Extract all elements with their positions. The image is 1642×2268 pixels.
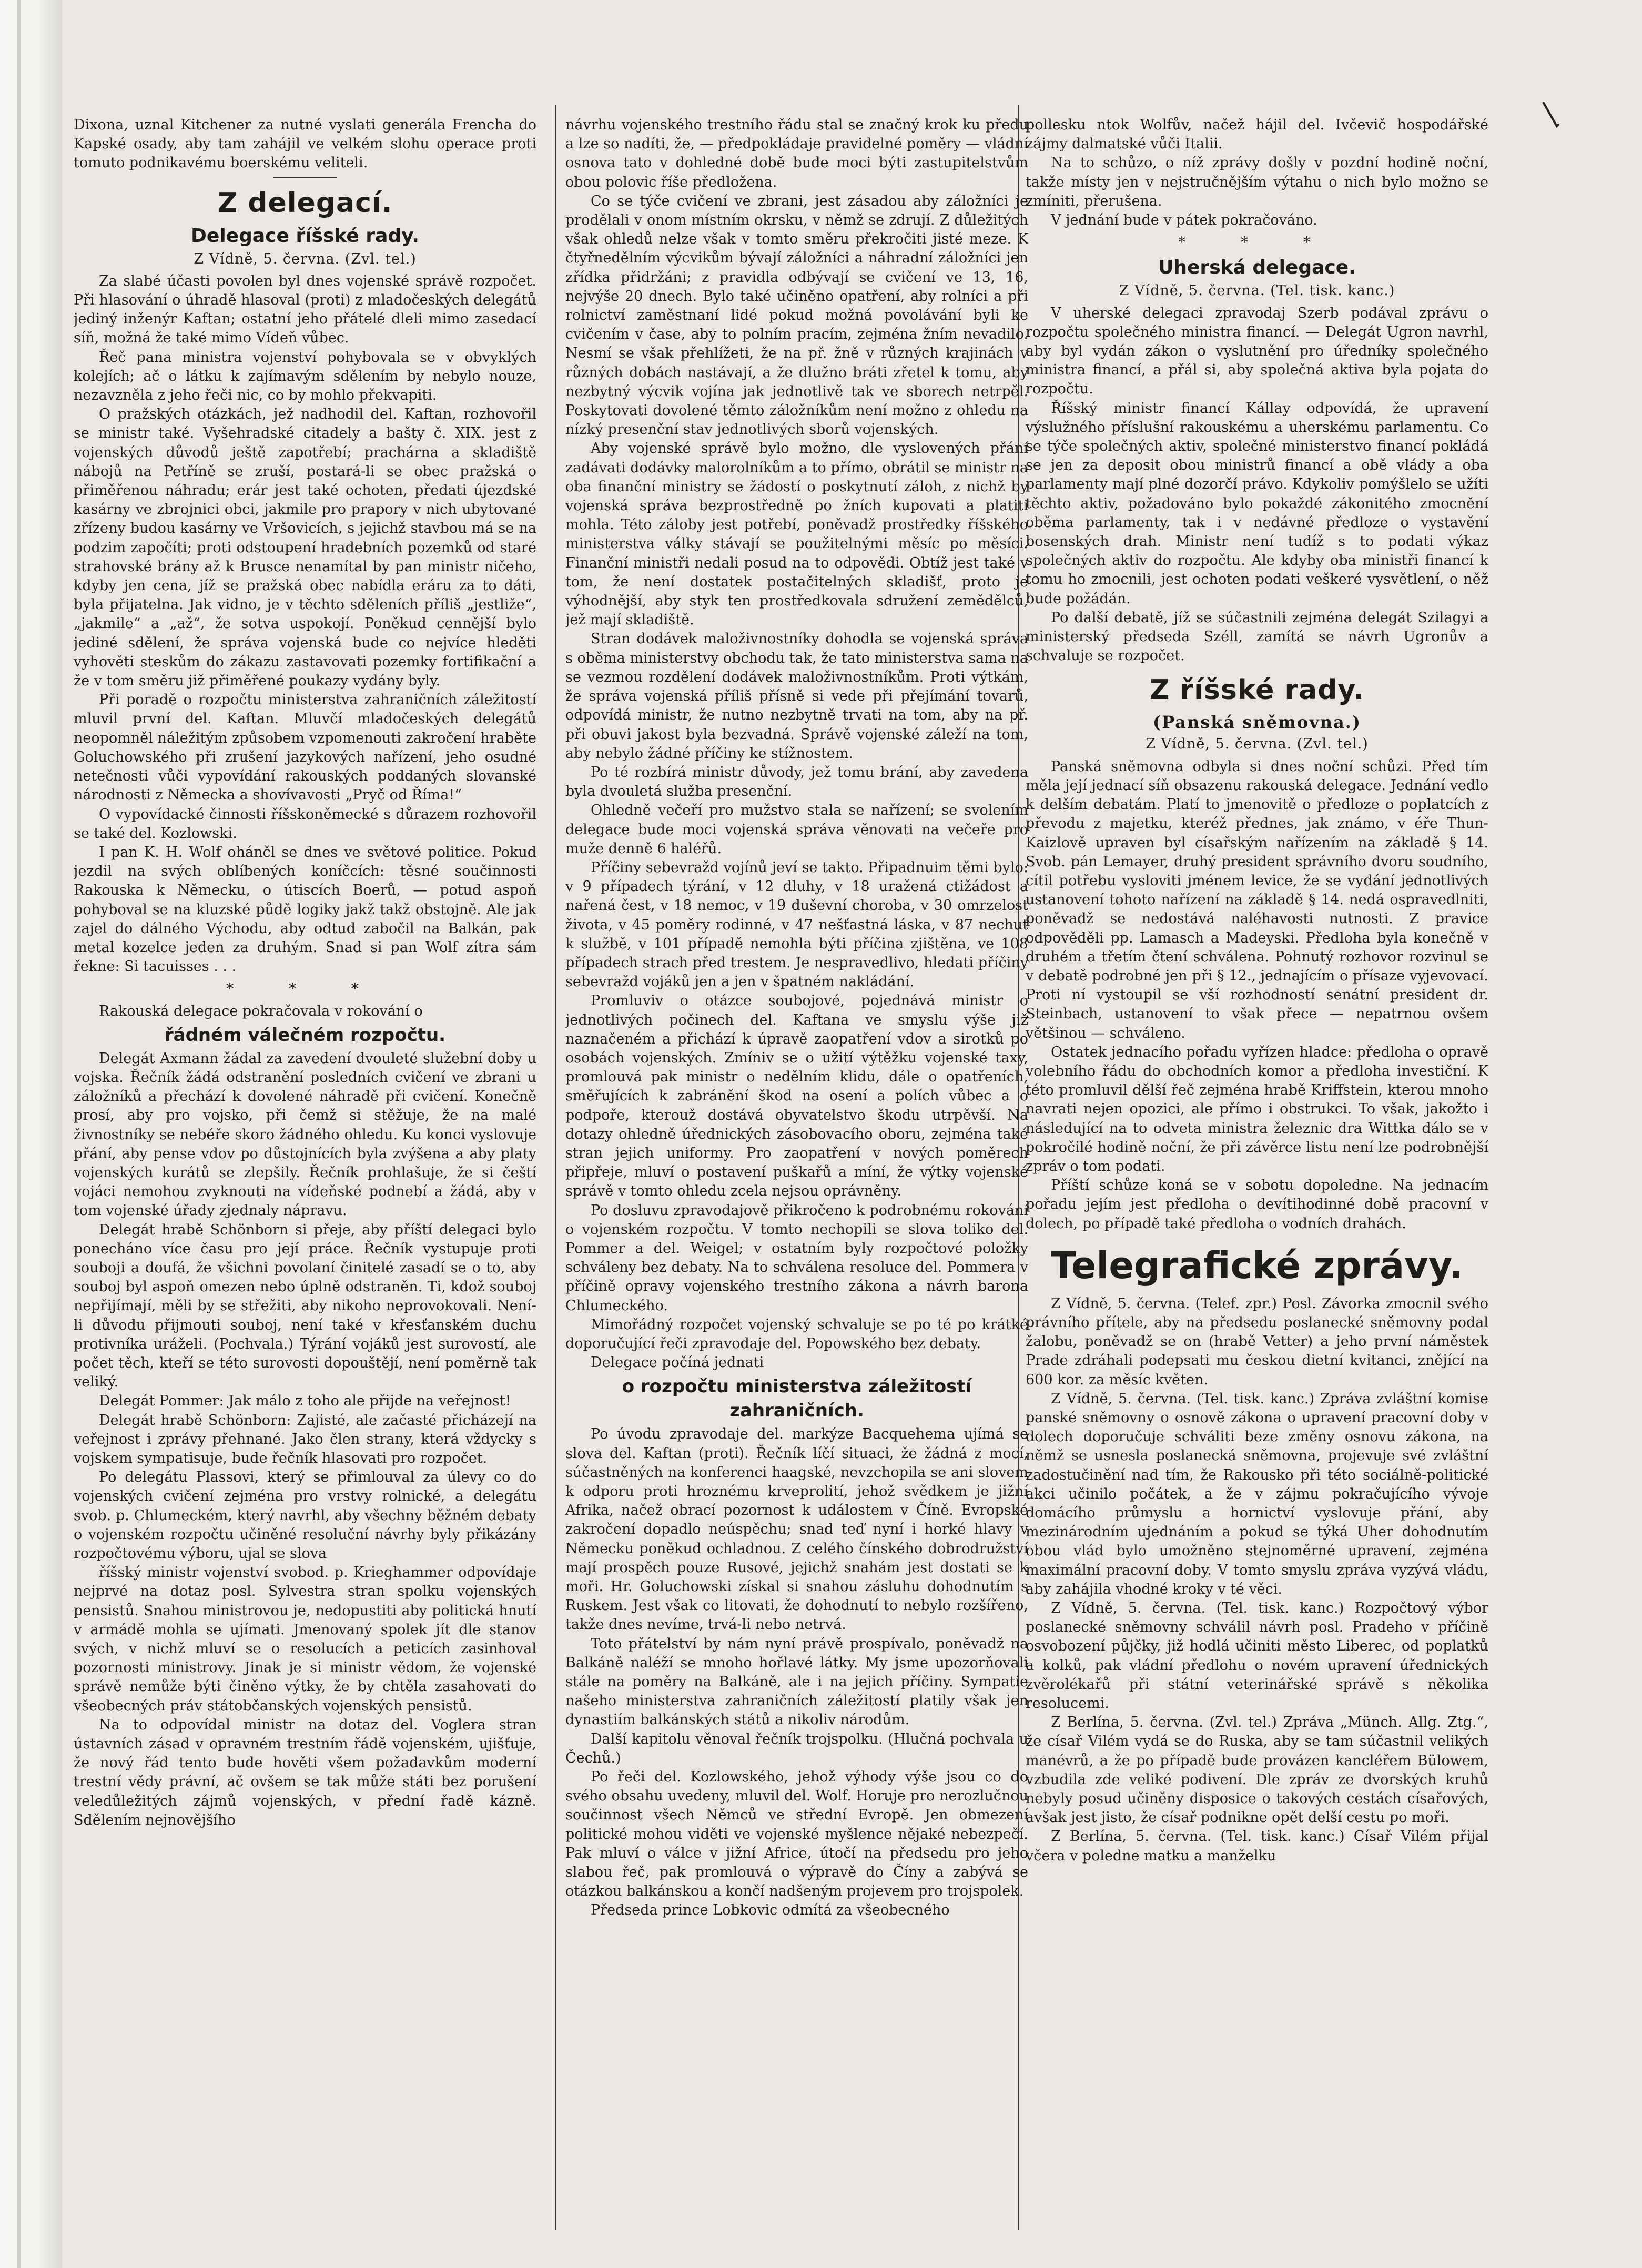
paragraph: Z Vídně, 5. června. (Tel. tisk. kanc.) Rozpočtový výbor poslanecké sněmovny schválil návrh posl. Pradeho v příčině osvobození půjčky, již hodlá učiniti město Liberec, od poplatků a kolků, pak vládní předlohu o novém upravení úřednických zvěrolékařů při státní veterinářské správě s několika resolucemi. <box>1026 1600 1488 1712</box>
page-edge <box>0 0 62 2268</box>
column-3 <box>1026 116 1488 2225</box>
paragraph: Aby vojenské správě bylo možno, dle vyslovených přání zadávati dodávky malorolníkům a to přímo, obrátil se ministr na oba finanční ministry se žádostí o poskytnutí záloh, z nichž by vojenská správa bezprostředně po žních kupovati a platiti mohla. Této záloby jest potřebí, poněvadž prostředky říšského ministerstva války stávají se použitelnými měsíc po měsíci. Finanční ministři nedali posud na to odpovědi. Obtíž jest také v tom, že není dostatek postačitelných skladišť, proto je výhodnější, aby styk ten prostředkovala sdružení zemědělců, jež mají skladiště. <box>565 440 1028 629</box>
paragraph: návrhu vojenského trestního řádu stal se značný krok ku předu a lze so nadíti, že, — předpokládaje pravidelné poměry — vládní osnova tato v dohledné době bude moci býti zastupitelstvům obou polovic říše předložena. <box>565 117 1028 190</box>
dateline: Z Vídně, 5. června. (Zvl. tel.) <box>1146 736 1369 753</box>
paragraph: Příčiny sebevražd vojínů jeví se takto. Připadnuim těmi bylo: v 9 případech týrání, v 12 dluhy, v 18 uražená ctižádost a nařená čest, v 18 nemoc, v 19 duševní choroba, v 30 omrzelost života, v 45 poměry rodinné, v 47 nešťastná láska, v 87 nechuť k službě, v 101 případě nemohla býti příčina zjištěna, ve 108 případech strach před trestem. Je nespravedlivo, hledati příčiny sebevražd vojáků jen a jen v špatném nakládání. <box>565 859 1028 990</box>
paragraph: Z Berlína, 5. června. (Tel. tisk. kanc.) Císař Vilém přijal včera v poledne matku a manželku <box>1026 1828 1488 1864</box>
paragraph: Na to schůzo, o níž zprávy došly v pozdní hodině noční, takže místy jen v nejstručnějším výtahu o nich bylo možno se zmíniti, přerušena. <box>1026 155 1488 209</box>
paragraph: Z Vídně, 5. června. (Tel. tisk. kanc.) Zpráva zvláštní komise panské sněmovny o osnově zákona o upravení pracovní doby v dolech doporučuje schváliti beze změny osnovu zákona, na němž se usnesla poslanecká sněmovna, projevuje své zvláštní zadostučinění nad tím, že Rakousko při této sociálně-politické akci učinilo počátek, a že v zájmu pokračujícího vývoje domácího průmyslu a hornictví vyslovuje přání, aby mezinárodním ujednáním a pokud se týká Uher dohodnutím obou vlád bylo umožněno stejnoměrné upravení, zejména maximální pracovní doby. V tomto smyslu zpráva vyzývá vládu, aby zahájila vhodné kroky v té věci. <box>1026 1390 1488 1597</box>
paragraph: Ostatek jednacího pořadu vyřízen hladce: předloha o opravě volebního řádu do obchodních komor a předloha investiční. K této promluvil dělší řeč zejména hrabě Kriffstein, kterou mnoho navrati nejen opozici, ale přímo i obstrukci. To však, jakožto i následující na to odveta ministra železnic dra Wittka dálo se v pokročilé hodině noční, že při závěrce listu není lze podrobnější zpráv o tom podati. <box>1026 1044 1488 1174</box>
paragraph: Řeč pana ministra vojenství pohybovala se v obvyklých kolejích; ač o látku k zajímavým sdělením by nebylo nouze, nezavzněla z jeho řeči nic, co by mohlo překvapiti. <box>74 349 536 404</box>
paragraph: Mimořádný rozpočet vojenský schvaluje se po té po krátké doporučující řeči zpravodaje del. Popowského bez debaty. <box>565 1316 1028 1352</box>
paragraph: Delegát Pommer: Jak málo z toho ale přijde na veřejnost! <box>99 1393 511 1410</box>
paragraph: Delegát hrabě Schönborn: Zajisté, ale začasté přicházejí na veřejnost i zprávy přehnané. Jako člen strany, která vždycky s vojskem sympatisuje, bude řečník hlasovati pro rozpočet. <box>74 1412 536 1466</box>
paragraph: Po té rozbírá ministr důvody, jež tomu brání, aby zavedena byla dvouletá služba presenční. <box>565 764 1028 800</box>
paragraph: Toto přátelství by nám nyní právě prospívalo, poněvadž na Balkáně naléží se mnoho hořlavé látky. My jsme upozorňovali stále na poměry na Balkáně, ale i na jejich příčiny. Sympatie našeho ministerstva zahraničních záležitostí platily však jen dynastiím balkánských států a nikoliv národům. <box>565 1635 1028 1728</box>
binding-stripe <box>17 0 21 2268</box>
paragraph: pollesku ntok Wolfův, načež hájil del. Ivčevič hospodářské zájmy dalmatské vůči Italii. <box>1026 117 1488 153</box>
topic-title: o rozpočtu ministerstva záležitostí zahraničních. <box>622 1376 972 1422</box>
paragraph: Co se týče cvičení ve zbrani, jest zásadou aby záložníci je prodělali v onom místním okrsku, v němž se zdrují. Z důležitých však ohledů nelze však v tomto směru překročiti jisté meze. K čtyřnedělním výcvikům bývají záložníci a náhradní záložníci jen zřídka přidržáni; z pravidla odbývají se cvičení ve 13, 16, nejvýše 20 dnech. Bylo také učiněno opatření, aby rolníci a při rolnictví zaměstnaní lidé pokud možná povolávání byli ke cvičením v čase, aby to polním pracím, zejména žním nevadilo. Nesmí se však přehlížeti, že na př. žně v různých krajinách v různých dobách nastávají, a že dlužno bráti zřetel k tomu, aby nezbytný výcvik vojína jak jednotlivě tak ve sborech netrpěl. Poskytovati dovolené těmto záložníkům není možno z ohledu na nízký presenční stav jednotlivých sborů vojenských. <box>565 193 1028 438</box>
paragraph: Předseda prince Lobkovic odmítá za všeobecného <box>591 1902 950 1919</box>
paragraph: Panská sněmovna odbyla si dnes noční schůzi. Před tím měla její jednací síň obsazenu rakouská delegace. Jednání vedlo k delším debatám. Platí to jmenovitě o předloze o poplatcích z převodu z majetku, kteréž přednes, jak známo, v éře Thun-Kaizlově upraven byl císařským nařízením na základě § 14. Svob. pán Lemayer, druhý president správního dvoru soudního, cítil potřebu vysloviti jménem levice, že se vydání jednotlivých ustanovení tohoto nařízení na základě § 14. nedá ospravedlniti, poněvadž se nedostává naléhavosti nutnosti. Z pravice odpověděli pp. Lamasch a Madeyski. Předloha byla konečně v druhém a třetím čtení schválena. Pohnutý rozhovor rozvinul se v debatě podrobné jen při § 12., jednajícím o přísaze vyjevovací. Proti ní vystoupil se vší rozhodností senátní president dr. Steinbach, ustanovení to však přece — nepatrnou ovšem většinou — schváleno. <box>1026 758 1488 1041</box>
paragraph: O pražských otázkách, jež nadhodil del. Kaftan, rozhovořil se ministr také. Vyšehradské citadely a bašty č. XIX. jest z vojenských důvodů ještě zapotřebí; prachárna a skladiště nábojů na Petříně se zruší, postará-li se obec pražská o přiměřenou náhradu; erár jest také ochoten, předati újezdské kasárny ve zbrojnici obci, jakmile pro prapory v nich ubytované zřízeny budou kasárny ve Vršovicích, s jejichž stavbou má se na podzim započíti; proti odstoupení hradebních pozemků od staré strahovské brány až k Brusce nenamítal by pan ministr ničeho, kdyby jen cena, jíž se pražská obec nabídla eráru za to dáti, byla přijatelna. Jak vidno, je v těchto sděleních příliš „jestliže“, „jakmile“ a „až“, že sotva uspokojí. Poněkud cennější bylo jediné sdělení, že správa vojenská bude co nejvíce hleděti vyhověti steskům do zákazu zastavovati pozemky fortifikační a že v tom směru již přiměřené poukazy vydány byly. <box>74 406 536 690</box>
column-1 <box>74 116 536 2225</box>
paragraph: Delegát hrabě Schönborn si přeje, aby příští delegaci bylo ponecháno více času pro její práce. Řečník vystupuje proti souboji a doufá, že všichni povolaní činitelé zasadí se o to, aby souboj byl aspoň omezen nebo úplně odstraněn. Ti, kdož souboj nepřijímají, měli by se střežiti, aby nikoho neprovokovali. Není-li důvodu přijmouti souboj, není také v křesťanském duchu protivníka uráželi. (Pochvala.) Týrání vojáků jest surovostí, ale počet těch, kteří se této surovosti dopouštějí, není poměrně tak veliký. <box>74 1221 536 1391</box>
paragraph: V jednání bude v pátek pokračováno. <box>1051 212 1317 229</box>
paragraph: Příští schůze koná se v sobotu dopoledne. Na jednacím pořadu jejím jest předloha o devítihodinné době pracovní v dolech, po případě také předloha o vodních drahách. <box>1026 1177 1488 1232</box>
paragraph: Delegace počíná jednati <box>591 1354 764 1371</box>
lead-title: řádném válečném rozpočtu. <box>164 1024 446 1046</box>
divider <box>273 177 337 178</box>
paragraph: Delegát Axmann žádal za zavedení dvouleté služební doby u vojska. Řečník žádá odstranění posledních cvičení ve zbrani u záložníků a přechází k dovolené náhradě při cvičení. Konečně prosí, aby pro vojsko, při čemž si stěžuje, že na malé živnostníky se nebéře skoro žádného ohledu. Ku konci vyslovuje přání, aby pense vdov po důstojnících byla zvýšena a aby platy vojenských kurátů se zlepšily. Řečník prohlašuje, že si čeští vojáci nemohou zvyknouti na vídeňské podnebí a žádá, aby v tom vojenské úřady zjednaly nápravu. <box>74 1050 536 1219</box>
paragraph: Za slabé účasti povolen byl dnes vojenské správě rozpočet. Při hlasování o úhradě hlasoval (proti) z mladočeských delegátů jediný inženýr Kaftan; ostatní jeho přátelé dleli mimo zasedací síň, možná že také mimo Vídeň vůbec. <box>74 272 536 347</box>
dateline: Z Vídně, 5. června. (Tel. tisk. kanc.) <box>1119 282 1395 299</box>
section-stars: * * * <box>1178 234 1336 251</box>
column-2 <box>565 116 1028 2225</box>
paragraph: Říšský ministr financí Kállay odpovídá, že upravení výslužného příslušní rakouskému a uherskému parlamentu. Co se týče společných aktiv, společné ministerstvo financí pokládá se jen za deposit obou ministrů financí a obě vlády a oba parlamenty mají plné dozorčí právo. Kdykoliv pomýšlelo se užíti těchto aktiv, požadováno bylo pokaždé zákonitého zmocnění oběma parlamenty, tak i v nedávné předloze o vystavění bosenských drah. Ministr není tudíž s to podati výkaz společných aktiv do rozpočtu. Ale kdyby oba ministři financí k tomu ho zmocnili, jest ochoten podati veškeré vysvětlení, o něž bude požádán. <box>1026 400 1488 607</box>
paragraph: I pan K. H. Wolf ohánčl se dnes ve světové politice. Pokud jezdil na svých oblíbených koníčcích: těsné součinnosti Rakouska k Německu, o útiscích Boerů, — potud aspoň pohyboval se na kluzské půdě logiky jakž takž obstojně. Ale jak zajel do dálného Východu, aby odtud zabočil na Balkán, pak metal kozelce jeden za druhým. Snad si pan Wolf zítra sám řekne: Si tacuisses . . . <box>74 844 536 975</box>
paragraph: Na to odpovídal ministr na dotaz del. Voglera stran ústavních zásad v opravném trestním řádě vojenském, ujišťuje, že nový řád tento bude hověti všem požadavkům moderní trestní vědy právní, ač ovšem se tak může státi bez porušení veledůležitých zájmů vojenských, v přední řadě kázně. Sdělením nejnovějšího <box>74 1716 536 1828</box>
paragraph: Po úvodu zpravodaje del. markýze Bacquehema ujímá se slova del. Kaftan (proti). Řečník líčí situaci, že žádná z mocí, súčastněných na konferenci haagské, nevzchopila se ani slovem k odporu proti hroznému krveprolití, jehož svědkem je jižní Afrika, načež obrací pozornost k událostem v Číně. Evropské zakročení dopadlo neúspěchu; snad teď nyní i horké hlavy v Německu poněkud ochladnou. Z celého čínského dobrodružství mají prospěch pouze Rusové, jejichž snahám jest dostati se k moři. Hr. Goluchowski získal si snahou zásluhu dohodnutím s Ruskem. Jest však co litovati, že dohodnutí to nebylo rozšířeno, takže dnes nevíme, trvá-li nebo netrvá. <box>565 1426 1028 1633</box>
pen-mark <box>1541 100 1562 131</box>
paragraph: říšský ministr vojenství svobod. p. Krieghammer odpovídaje nejprvé na dotaz posl. Sylvestra stran spolku vojenských pensistů. Snahou ministrovou je, nedopustiti aby politická hnutí v armádě mohla se ujímati. Jmenovaný spolek jít dle stanov svých, v nichž mluví se o resolucích a peticích zasinhoval pozornosti ministrovy. Jinak je si ministr vědom, že vojenské správě nemůže býti činěno výtky, že by chtěla zasahovati do všeobecných práv státobčanských vojenských pensistů. <box>74 1564 536 1714</box>
lead-in: Rakouská delegace pokračovala v rokování o <box>99 1003 423 1019</box>
subsection-title: (Panská sněmovna.) <box>1152 712 1362 733</box>
section-stars: * * * <box>226 980 384 998</box>
paragraph: Po řeči del. Kozlowského, jehož výhody výše jsou co do svého obsahu uvedeny, mluvil del. Wolf. Horuje pro nerozlučnou součinnost všech Němců ve střední Evropě. Jen obmezení politické mohou viděti ve vojenské myšlence nějaké nebezpečí. Pak mluví o válce v jižní Africe, útočí na předsedu pro jeho slabou řeč, pak promlouvá o výpravě do Číny a zabývá se otázkou balkánskou a končí nadšeným projevem pro trojspolek. <box>565 1769 1028 1900</box>
paragraph: Po další debatě, jíž se súčastnili zejména delegát Szilagyi a ministerský předseda Széll, zamítá se návrh Ugronův a schvaluje se rozpočet. <box>1026 609 1488 664</box>
telegraph-title: Telegrafické zprávy. <box>1051 1243 1463 1287</box>
section-title: Uherská delegace. <box>1158 257 1356 279</box>
dateline: Z Vídně, 5. června. (Zvl. tel.) <box>194 250 417 267</box>
subsection-title: Delegace říšské rady. <box>191 225 419 247</box>
paragraph: Další kapitolu věnoval řečník trojspolku. (Hlučná pochvala u Čechů.) <box>565 1730 1028 1766</box>
column-rule-1 <box>555 105 556 2230</box>
paragraph: Promluviv o otázce soubojové, pojednává ministr o jednotlivých počinech del. Kaftana ve smyslu výše již naznačeném a přichází k úpravě zaopatření vdov a sirotků po osobách vojenských. Zmíniv se o užití výtěžku vojenské taxy, promlouvá pak ministr o nedělním klidu, dále o opatřeních, směřujících k zabránění škod na osení a polích vůbec a o podpoře, kterouž dostává obyvatelstvo škodu utrpěvší. Na dotazy ohledně úřednických zásobovacího oboru, zejména také stran jejich uniformy. Pro zaopatření v nových poměrech připřeje, mluví o postavení puškařů a míní, že výtky vojenské správě v tomto ohledu zcela nejsou oprávněny. <box>565 993 1028 1200</box>
paragraph: Po delegátu Plassovi, který se přimlouval za úlevy co do vojenských cvičení zejména pro vrstvy rolnické, a delegátu svob. p. Chlumeckém, který navrhl, aby všechny běžném debaty o vojenském rozpočtu učiněné resoluční návrhy byly přikázány rozpočtovému výboru, ujal se slova <box>74 1469 536 1562</box>
intro-paragraph: Dixona, uznal Kitchener za nutné vyslati generála Frencha do Kapské osady, aby tam zahájil ve velkém slohu operace proti tomuto podnikavému boerskému veliteli. <box>74 117 536 171</box>
paragraph: Po dosluvu zpravodajově přikročeno k podrobnému rokování o vojenském rozpočtu. V tomto nechopili se slova toliko del. Pommer a del. Weigel; v ostatním byly rozpočtové položky schváleny bez debaty. Na to schválena resoluce del. Pommera v příčině opravy vojenského trestního zákona a návrh barona Chlumeckého. <box>565 1202 1028 1314</box>
paragraph: Při poradě o rozpočtu ministerstva zahraničních záležitostí mluvil první del. Kaftan. Mluvčí mladočeských delegátů neopomněl náležitým způsobem vzpomenouti zakročení hraběte Goluchowského při zrušení jazykových nařízení, jeho osudné netečnosti vůči vypovídání rakouských poddaných slovanské národnosti z Německa a shovívavosti „Pryč od Říma!“ <box>74 692 536 804</box>
paragraph: Z Berlína, 5. června. (Zvl. tel.) Zpráva „Münch. Allg. Ztg.“, že císař Vilém vydá se do Ruska, aby se tam súčastnil velikých manévrů, a že po případě bude provázen kancléřem Bülowem, vzbudila zde veliké podivení. Dle zpráv ze dvorských kruhů nebyly posud učiněny disposice o takových cestách císařových, avšak jest jisto, že císař podnikne opět delší cestu po moři. <box>1026 1714 1488 1826</box>
section-title: Z říšské rady. <box>1149 674 1365 706</box>
paragraph: V uherské delegaci zpravodaj Szerb podával zprávu o rozpočtu společného ministra financí. — Delegát Ugron navrhl, aby byl vydán zákon o vyslutnění pro úředníky společného ministra financí, a přál si, aby společná aktiva byla pojata do rozpočtu. <box>1026 305 1488 398</box>
paragraph: O vypovídacké činnosti říšskoněmecké s důrazem rozhovořil se také del. Kozlowski. <box>74 806 536 842</box>
paragraph: Z Vídně, 5. června. (Telef. zpr.) Posl. Závorka zmocnil svého právního přítele, aby na předsedu poslanecké sněmovny podal žalobu, poněvadž se on (hrabě Vetter) a jeho první náměstek Prade zdráhali podepsati mu českou dietní kvitanci, znějící na 600 kor. za měsíc květen. <box>1026 1295 1488 1388</box>
section-title: Z delegací. <box>217 187 393 219</box>
paragraph: Ohledně večeří pro mužstvo stala se nařízení; se svolením delegace bude moci vojenská správa věnovati na večeře pro muže denně 6 haléřů. <box>565 802 1028 857</box>
paragraph: Stran dodávek maloživnostníky dohodla se vojenská správa s oběma ministerstvy obchodu tak, že tato ministerstva sama na se vezmou rozdělení dodávek maloživnostníkům. Proti výtkám, že správa vojenská příliš přísně si vede při přejímání tovarů, odpovídá ministr, že nutno nezbytně trvati na tom, aby na př. při obuvi jakost byla bezvadná. Správě vojenské záleží na tom, aby nebylo žádné příčiny ke stížnostem. <box>565 631 1028 762</box>
